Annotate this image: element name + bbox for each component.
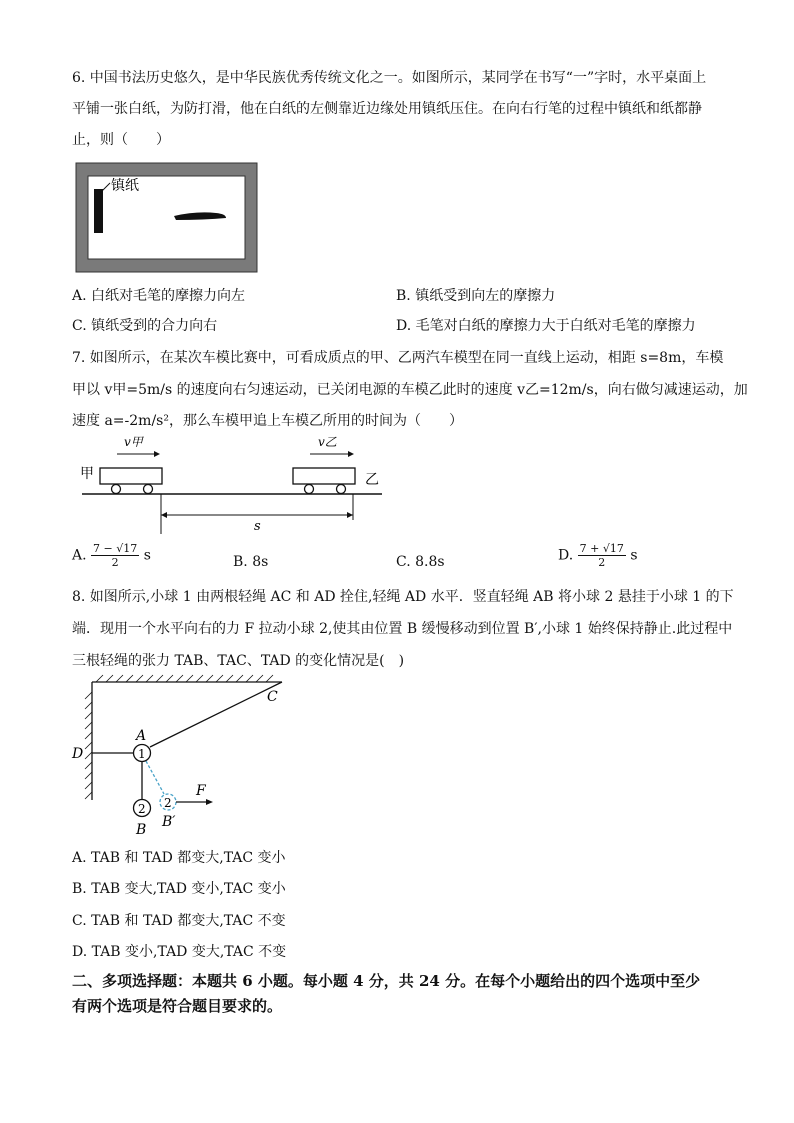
car-yi-wheel-right xyxy=(337,485,346,494)
rope-ac xyxy=(150,682,282,747)
ceiling-hatching xyxy=(96,675,273,682)
q7-option-a-prefix: A. xyxy=(72,547,87,564)
car-yi-label: 乙 xyxy=(365,472,379,488)
q6-option-a[interactable]: A. 白纸对毛笔的摩擦力向左 xyxy=(72,288,246,304)
distance-label: s xyxy=(254,519,261,534)
q6-option-d[interactable]: D. 毛笔对白纸的摩擦力大于白纸对毛笔的摩擦力 xyxy=(396,318,696,334)
q6-stem-line2: 平铺一张白纸，为防打滑，他在白纸的左侧靠近边缘处用镇纸压住。在向右行笔的过程中镇纸和纸都静 xyxy=(72,101,702,117)
v-yi-arrowhead xyxy=(348,451,354,457)
ball-1-label: 1 xyxy=(138,747,146,761)
car-jia-wheel-right xyxy=(144,485,153,494)
q8-stem-line2: 端．现用一个水平向右的力 F 拉动小球 2,使其由位置 B 缓慢移动到位置 B′,小球 1 始终保持静止.此过程中 xyxy=(72,621,733,637)
car-jia-wheel-left xyxy=(112,485,121,494)
q7-stem-line1: 7. 如图所示，在某次车模比赛中，可看成质点的甲、乙两汽车模型在同一直线上运动，相距 s=8m，车模 xyxy=(72,350,724,366)
q8-stem-line3: 三根轻绳的张力 TAB、TAC、TAD 的变化情况是( ) xyxy=(72,653,405,669)
q8-figure xyxy=(70,674,290,836)
q6-stem-line1: 6. 中国书法历史悠久，是中华民族优秀传统文化之一。如图所示，某同学在书写“一”字时，水平桌面上 xyxy=(72,70,707,86)
ball-2-prime-label: 2 xyxy=(164,796,172,810)
car-jia-body xyxy=(100,468,162,484)
v-jia-label: v甲 xyxy=(124,435,143,449)
q8-option-a[interactable]: A. TAB 和 TAD 都变大,TAC 变小 xyxy=(72,850,286,866)
paperweight-label: 镇纸 xyxy=(111,178,139,194)
q7-stem-line3: 速度 a=-2m/s²，那么车模甲追上车模乙所用的时间为（ ） xyxy=(72,413,463,429)
force-f-arrowhead xyxy=(206,799,213,805)
q7-option-a-denominator: 2 xyxy=(111,556,119,569)
label-a: A xyxy=(136,728,147,744)
q7-stem-line2: 甲以 v甲=5m/s 的速度向右匀速运动，已关闭电源的车模乙此时的速度 v乙=12m/s，向右做匀减速运动，加 xyxy=(72,382,748,398)
q7-option-d-numerator: 7 + √17 xyxy=(579,542,624,555)
v-yi-label: v乙 xyxy=(318,435,337,449)
distance-arrow-right xyxy=(347,512,353,518)
q8-option-c[interactable]: C. TAB 和 TAD 都变大,TAC 不变 xyxy=(72,913,286,929)
q6-option-b[interactable]: B. 镇纸受到向左的摩擦力 xyxy=(396,288,556,304)
q7-option-d-fraction xyxy=(578,542,626,569)
q8-option-b[interactable]: B. TAB 变大,TAD 变小,TAC 变小 xyxy=(72,881,286,897)
section-2-heading-line2: 有两个选项是符合题目要求的。 xyxy=(72,997,283,1015)
section-2-heading-line1: 二、多项选择题：本题共 6 小题。每小题 4 分，共 24 分。在每个小题给出的四个选项中至少 xyxy=(72,972,701,990)
label-c: C xyxy=(267,689,278,705)
car-yi-wheel-left xyxy=(305,485,314,494)
q6-figure xyxy=(76,163,258,273)
label-d: D xyxy=(72,746,84,762)
q7-option-c[interactable]: C. 8.8s xyxy=(396,554,445,570)
q7-option-a-unit: s xyxy=(143,547,151,564)
q7-option-d[interactable] xyxy=(558,542,638,569)
q6-option-c[interactable]: C. 镇纸受到的合力向右 xyxy=(72,318,218,334)
label-f: F xyxy=(196,783,206,799)
v-jia-arrowhead xyxy=(154,451,160,457)
q7-option-d-prefix: D. xyxy=(558,547,574,564)
q8-option-d[interactable]: D. TAB 变小,TAD 变大,TAC 不变 xyxy=(72,944,287,960)
q6-stem-line3: 止，则（ ） xyxy=(72,132,170,148)
paperweight xyxy=(94,189,103,233)
distance-arrow-left xyxy=(161,512,167,518)
q7-option-d-unit: s xyxy=(630,547,638,564)
q7-figure xyxy=(72,432,392,532)
q7-option-a[interactable] xyxy=(72,542,151,569)
ball-2-label: 2 xyxy=(138,802,146,816)
q7-option-a-numerator: 7 − √17 xyxy=(93,542,138,555)
car-jia-label: 甲 xyxy=(80,466,94,482)
label-b: B xyxy=(136,822,147,838)
rope-ab-prime xyxy=(146,761,164,794)
q7-option-d-denominator: 2 xyxy=(598,556,606,569)
q8-stem-line1: 8. 如图所示,小球 1 由两根轻绳 AC 和 AD 拴住,轻绳 AD 水平．竖直轻绳 AB 将小球 2 悬挂于小球 1 的下 xyxy=(72,589,734,605)
wall-hatching xyxy=(85,692,92,799)
car-yi-body xyxy=(293,468,355,484)
q7-option-a-fraction xyxy=(91,542,139,569)
q7-option-b[interactable]: B. 8s xyxy=(233,554,269,570)
label-b-prime: B′ xyxy=(162,814,176,830)
